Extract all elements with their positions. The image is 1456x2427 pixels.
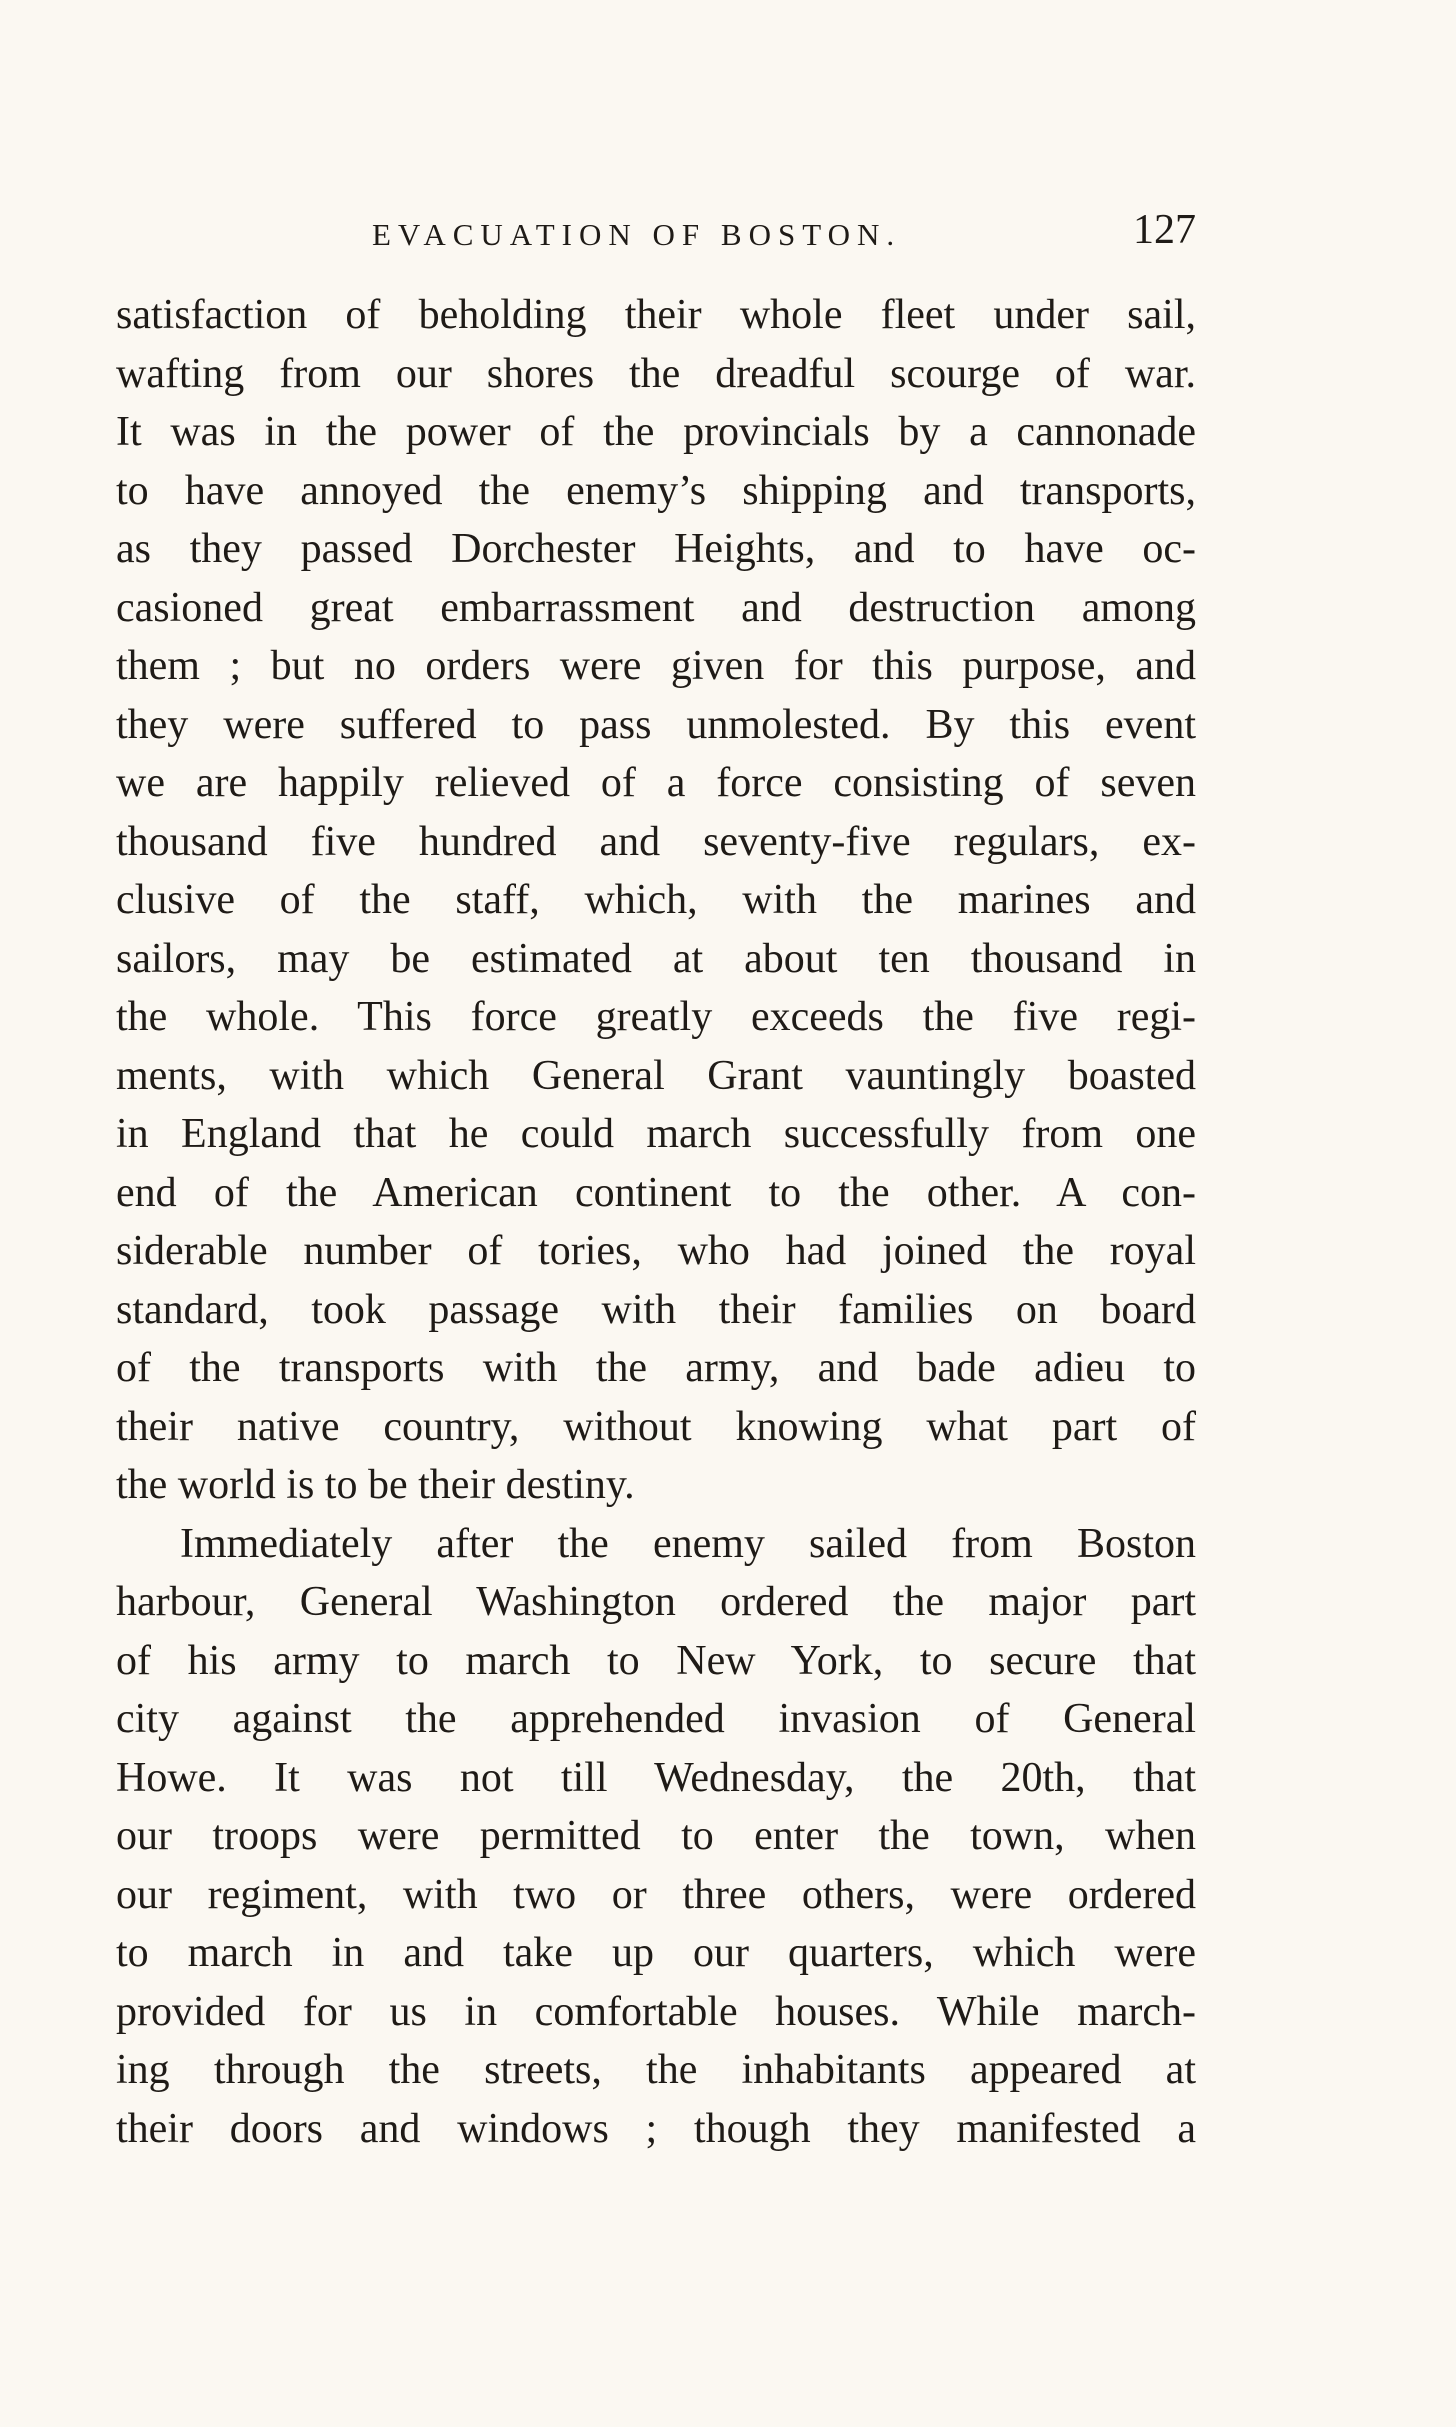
text-line: as they passed Dorchester Heights, and to have oc- bbox=[116, 526, 1196, 572]
text-line: ing through the streets, the inhabitants appeared at bbox=[116, 2047, 1196, 2093]
text-line: the world is to be their destiny. bbox=[116, 1462, 635, 1508]
text-line: our troops were permitted to enter the town, when bbox=[116, 1813, 1196, 1859]
running-title: EVACUATION OF BOSTON. bbox=[372, 217, 902, 252]
text-line: siderable number of tories, who had joined the royal bbox=[116, 1228, 1196, 1274]
text-line: to have annoyed the enemy’s shipping and transports, bbox=[116, 467, 1196, 514]
text-line: casioned great embarrassment and destruction among bbox=[116, 584, 1196, 631]
text-line: It was in the power of the provincials by a cannonade bbox=[116, 409, 1196, 455]
page-header bbox=[116, 205, 1196, 265]
text-line: our regiment, with two or three others, were ordered bbox=[116, 1871, 1196, 1918]
text-line: of the transports with the army, and bade adieu to bbox=[116, 1345, 1196, 1391]
text-line: their doors and windows ; though they manifested a bbox=[116, 2105, 1196, 2152]
body-text bbox=[116, 286, 1196, 2158]
text-line: sailors, may be estimated at about ten thousand in bbox=[116, 935, 1196, 982]
text-line: we are happily relieved of a force consisting of seven bbox=[116, 760, 1196, 806]
text-line: Immediately after the enemy sailed from Boston bbox=[180, 1520, 1196, 1567]
paragraph-1 bbox=[116, 286, 1196, 1515]
text-line: they were suffered to pass unmolested. By this event bbox=[116, 701, 1196, 748]
text-line: the whole. This force greatly exceeds the five regi- bbox=[116, 994, 1196, 1040]
text-line: Howe. It was not till Wednesday, the 20th, that bbox=[116, 1754, 1196, 1801]
text-line: them ; but no orders were given for this purpose, and bbox=[116, 643, 1196, 689]
text-line: ments, with which General Grant vauntingly boasted bbox=[116, 1052, 1196, 1099]
text-line: city against the apprehended invasion of General bbox=[116, 1696, 1196, 1742]
text-line: wafting from our shores the dreadful scourge of war. bbox=[116, 350, 1196, 397]
text-line: thousand five hundred and seventy-five regulars, ex- bbox=[116, 818, 1196, 865]
text-line: their native country, without knowing what part of bbox=[116, 1403, 1196, 1450]
text-line: harbour, General Washington ordered the major part bbox=[116, 1579, 1196, 1625]
text-line: standard, took passage with their families on board bbox=[116, 1286, 1196, 1333]
paragraph-2 bbox=[116, 1515, 1196, 2159]
page-number: 127 bbox=[1133, 207, 1196, 253]
text-line: satisfaction of beholding their whole fleet under sail, bbox=[116, 292, 1196, 338]
text-line: to march in and take up our quarters, which were bbox=[116, 1930, 1196, 1976]
text-line: end of the American continent to the other. A con- bbox=[116, 1169, 1196, 1216]
text-line: of his army to march to New York, to secure that bbox=[116, 1637, 1196, 1684]
text-line: clusive of the staff, which, with the marines and bbox=[116, 877, 1196, 923]
text-line: provided for us in comfortable houses. While march- bbox=[116, 1988, 1196, 2035]
text-line: in England that he could march successfully from one bbox=[116, 1111, 1196, 1157]
